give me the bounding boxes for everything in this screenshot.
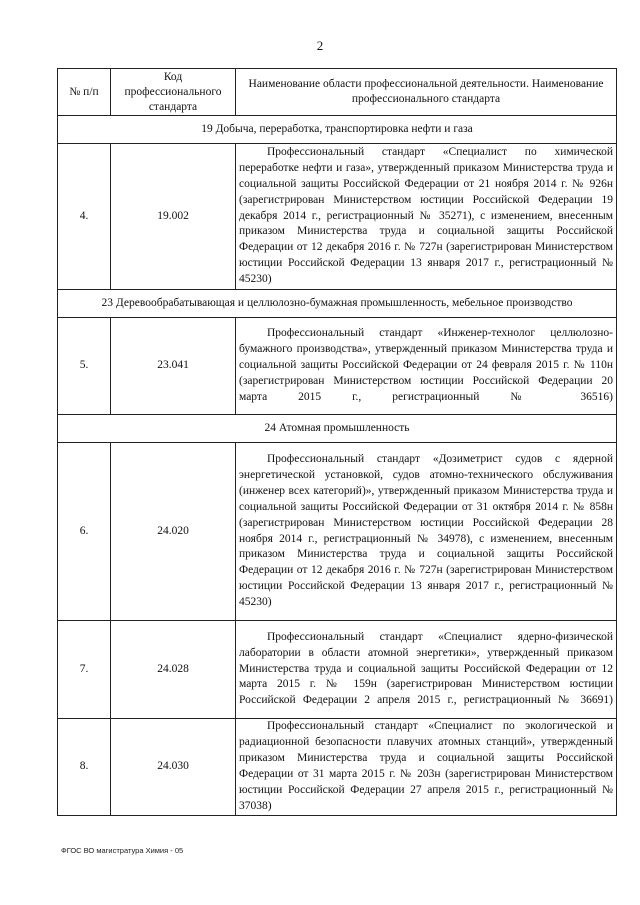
- header-code: Код профессионального стандарта: [111, 69, 236, 116]
- standard-code: 19.002: [111, 144, 236, 290]
- section-title: 23 Деревообрабатывающая и целлюлозно-бумажная промышленность, мебельное производство: [58, 290, 617, 318]
- header-name: Наименование области профессиональной деятельности. Наименование профессионального стандарта: [236, 69, 617, 116]
- standard-code: 24.030: [111, 719, 236, 816]
- standard-code: 23.041: [111, 318, 236, 415]
- professional-standards-table: [57, 68, 617, 816]
- row-number: 5.: [58, 318, 111, 415]
- table-row: [58, 719, 617, 816]
- section-title: 24 Атомная промышленность: [58, 415, 617, 443]
- table-row: [58, 318, 617, 415]
- row-number: 4.: [58, 144, 111, 290]
- table-row: [58, 443, 617, 621]
- row-number: 8.: [58, 719, 111, 816]
- standard-description: Профессиональный стандарт «Специалист по химической переработке нефти и газа», утвержденный приказом Министерства труда и социальной защиты Российской Федерации от 21 ноября 2014 г. № 926н (зарегистрирован Министерством юстиции Российской Федерации 19 декабря 2014 г., регистрационный № 35271), с изменением, внесенным приказом Министерства труда и социальной защиты Российской Федерации от 12 декабря 2016 г. № 727н (зарегистрирован Министерством юстиции Российской Федерации 13 января 2017 г., регистрационный № 45230): [236, 144, 617, 290]
- section-title: 19 Добыча, переработка, транспортировка нефти и газа: [58, 116, 617, 144]
- standard-code: 24.028: [111, 621, 236, 719]
- header-num: № п/п: [58, 69, 111, 116]
- table-header-row: [58, 69, 617, 116]
- section-row: [58, 290, 617, 318]
- table-row: [58, 621, 617, 719]
- document-footer: ФГОС ВО магистратура Химия - 05: [61, 846, 184, 855]
- row-number: 6.: [58, 443, 111, 621]
- standard-description: Профессиональный стандарт «Дозиметрист судов с ядерной энергетической установкой, судов атомно-технического обслуживания (инженер всех категорий)», утвержденный приказом Министерства труда и социальной защиты Российской Федерации от 31 октября 2014 г. № 858н (зарегистрирован Министерством юстиции Российской Федерации 28 ноября 2014 г., регистрационный № 34978), с изменением, внесенным приказом Министерства труда и социальной защиты Российской Федерации от 12 декабря 2016 г. № 727н (зарегистрирован Министерством юстиции Российской Федерации 13 января 2017 г., регистрационный № 45230): [236, 443, 617, 621]
- table-row: [58, 144, 617, 290]
- standard-description: Профессиональный стандарт «Специалист ядерно-физической лаборатории в области атомной энергетики», утвержденный приказом Министерства труда и социальной защиты Российской Федерации от 12 марта 2015 г. № 159н (зарегистрирован Министерством юстиции Российской Федерации 2 апреля 2015 г., регистрационный № 36691): [236, 621, 617, 719]
- row-number: 7.: [58, 621, 111, 719]
- page-number: 2: [316, 38, 324, 53]
- standard-description: Профессиональный стандарт «Специалист по экологической и радиационной безопасности плавучих атомных станций», утвержденный приказом Министерства труда и социальной защиты Российской Федерации от 31 марта 2015 г. № 203н (зарегистрирован Министерством юстиции Российской Федерации 27 апреля 2015 г., регистрационный № 37038): [236, 719, 617, 816]
- section-row: [58, 116, 617, 144]
- standard-code: 24.020: [111, 443, 236, 621]
- section-row: [58, 415, 617, 443]
- standard-description: Профессиональный стандарт «Инженер-технолог целлюлозно-бумажного производства», утвержденный приказом Министерства труда и социальной защиты Российской Федерации от 24 февраля 2015 г. № 110н (зарегистрирован Министерством юстиции Российской Федерации 20 марта 2015 г., регистрационный № 36516): [236, 318, 617, 415]
